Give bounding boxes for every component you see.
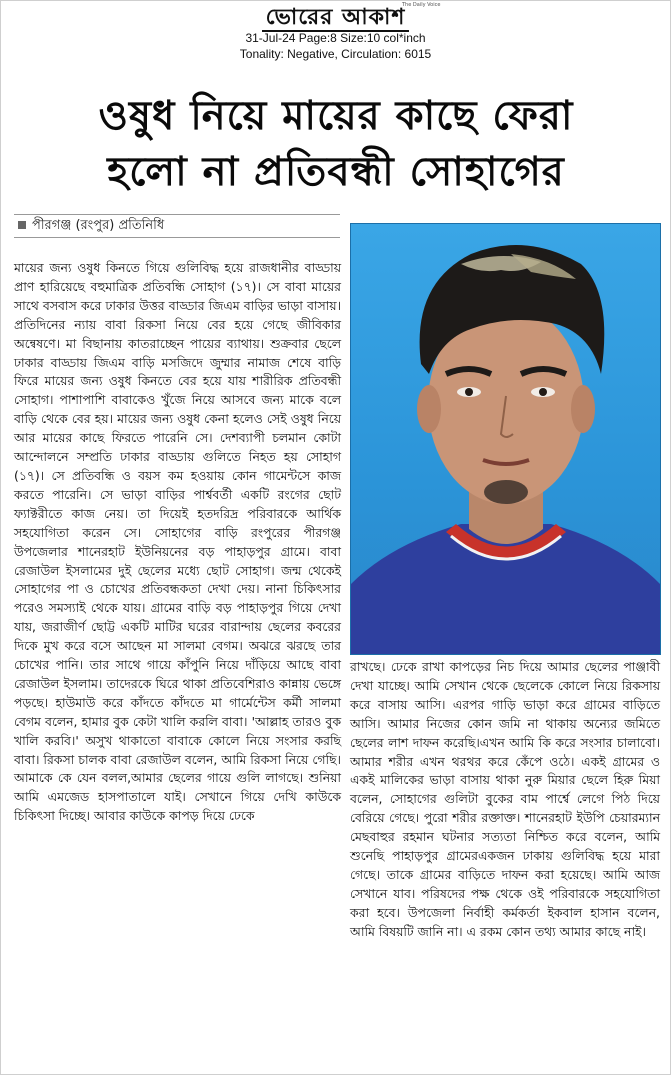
article-column-1: মায়ের জন্য ওষুধ কিনতে গিয়ে গুলিবিদ্ধ হয়ে রাজধানীর বাড্ডায় প্রাণ হারিয়েছে বহুমাত্রিক প্রতিবন্ধি সোহাগ (১৭)। সে বাবা মায়ের সাথে বসবাস করে ঢাকার উত্তর বাড্ডার জিএম বাড়ির ভাড়া বাসায়। প্রতিদিনের ন্যায় বাবা রিকসা নিয়ে বের হয়ে গেছে জীবিকার অন্বেষণে। মা বিছানায় কাতরাচ্ছেন পায়ের ব্যাথায়। শুক্রবার ছেলে ঢাকার বাড্ডায় জিএম বাড়ি মসজিদে জুম্মার নামাজ শেষে বাড়ি ফিরে মায়ের জন্য ওষুধ কিনতে বের হয়ে যায় শারীরিক প্রতিবন্ধী সোহাগ। পাশাপাশি বাবাকেও খুঁজে নিয়ে আসবে জন্য মাকে বলে বাড়ি থেকে বের হয়। মায়ের জন্য ওষুধ কেনা হলেও সেই ওষুধ নিয়ে আর মায়ের কাছে ফিরতে পারেনি সে। দেশব্যাপী চলমান কোটা আন্দোলনে সম্প্রতি ঢাকার বাড্ডায় গুলিতে নিহত হয় সোহাগ (১৭)। সে প্রতিবন্ধি ও বয়স কম হওয়ায় কোন গামেন্টসে কাজ করতে পারেনি। সে ভাড়া বাড়ির পার্শ্ববর্তী একটি রংগের ছোট ফ্যাক্টরীতে কাজ নেয়। তা দিয়েই হতদরিদ্র পরিবারকে আর্থিক সহযোগিতা করেন সে। সোহাগের বাড়ি রংপুরের পীরগঞ্জ উপজেলার শানেরহাট ইউনিয়নের বড় পাহাড়পুর গ্রামে। বাবা রেজাউল ইসলামের দুই ছেলের মধ্যে ছোট সোহাগ। জন্ম থেকেই সোহাগের পা ও চোখের প্রতিবন্ধকতা দেখা দেয়। নানা চিকিৎসার পরেও সমস্যাই থেকে যায়। গ্রামের বাড়ি বড় পাহাড়পুর গিয়ে দেখা যায়, জরাজীর্ণ ছোট্ট একটি মাটির ঘরের বারান্দায় ছেলের কবরের দিকে মুখ করে বসে আছেন মা সালমা বেগম। অঝরে ঝরছে তার চোখের পানি। তার সাথে গায়ে কাঁপুনি নিয়ে দাঁড়িয়ে আছে বাবা রেজাউল ইসলাম। তাদেরকে ঘিরে থাকা প্রতিবেশিরাও কান্নায় ভেঙ্গে পড়ছে। হাউমাউ করে কাঁদতে কাঁদতে মা গার্মেন্টেস কর্মী সালমা বেগম বলেন, হামার বুক কেটা খালি করলি বাবা। 'আল্লাহ তারও বুক খালি করবি।' অসুখ থাকাতো বাবাকে কোলে নিয়ে সংসার করছি বাবা। রিকসা চালক বাবা রেজাউল বলেন, আমি রিকসা নিয়ে গেছি। আমাকে কে যেন বলল,আমার ছেলের গায়ে গুলি লাগছে। শুনিয়া আমি এমজেড হাসপাতালে যাই। সেখানে গিয়ে দেখি কাউকে চিকিৎসা দিচ্ছে। আবার কাউকে কাপড় দিয়ে ঢেকে (14, 260, 341, 824)
headline-line-2: হলো না প্রতিবন্ধী সোহাগের (107, 149, 565, 195)
headline-line-1: ওষুধ নিয়ে মায়ের কাছে ফেরা (98, 93, 574, 139)
masthead (0, 4, 671, 32)
newspaper-logo: ভোরের আকাশ (262, 4, 410, 32)
clipping-meta (0, 30, 671, 62)
byline-text: পীরগঞ্জ (রংপুর) প্রতিনিধি (32, 218, 165, 233)
byline-square-icon (18, 221, 26, 229)
headline (10, 88, 662, 200)
byline (14, 214, 340, 238)
meta-date-page-size: 31-Jul-24 Page:8 Size:10 col*inch (245, 31, 426, 45)
portrait-illustration (351, 224, 660, 654)
article-column-2: রাখছে। ঢেকে রাখা কাপড়ের নিচ দিয়ে আমার ছেলের পাঞ্জাবী দেখা যাচ্ছে। আমি সেখান থেকে ছেলেকে কোলে নিয়ে রিকসায় করে বাসায় আসি। এরপর গাড়ি ভাড়া করে গ্রামের বাড়িতে আসি। আমার নিজের কোন জমি না থাকায় অন্যের জমিতে ছেলের লাশ দাফন করেছি।এখন আমি কি করে সংসার চালাবো। আমার শরীর এখন থরথর করে কেঁপে ওঠে। একই গ্রামের ও একই মালিকের ভাড়া বাসায় থাকা নুরু মিয়ার ছেলে হিরু মিয়া বলেন, সোহাগের গুলিটা বুকের বাম পার্শ্বে লেগে পিঠ দিয়ে বেরিয়ে গেছে। পুরো শরীর রক্তাক্ত। শানেরহাট ইউপি চেয়ারম্যান মেছবাহুর রহমান ঘটনার সত্যতা নিশ্চিত করে বলেন, আমি শুনেছি পাহাড়পুর গ্রামেরএকজন ঢাকায় গুলিবিদ্ধ হয়ে মারা গেছে। তাকে গ্রামের বাড়িতে দাফন করা হয়েছে। আমি আজ সেখানে যাব। পরিষদের পক্ষ থেকে ওই পরিবারকে সহযোগিতা করা হবে। উপজেলা নির্বাহী কর্মকর্তা ইকবাল হাসান বলেন, আমি বিষয়টি জানি না। এ রকম কোন তথ্য আমার কাছে নাই। (350, 659, 660, 939)
portrait-photo (350, 223, 661, 655)
meta-tonality-circulation: Tonality: Negative, Circulation: 6015 (239, 47, 432, 61)
logo-tagline: The Daily Voice (402, 2, 441, 8)
